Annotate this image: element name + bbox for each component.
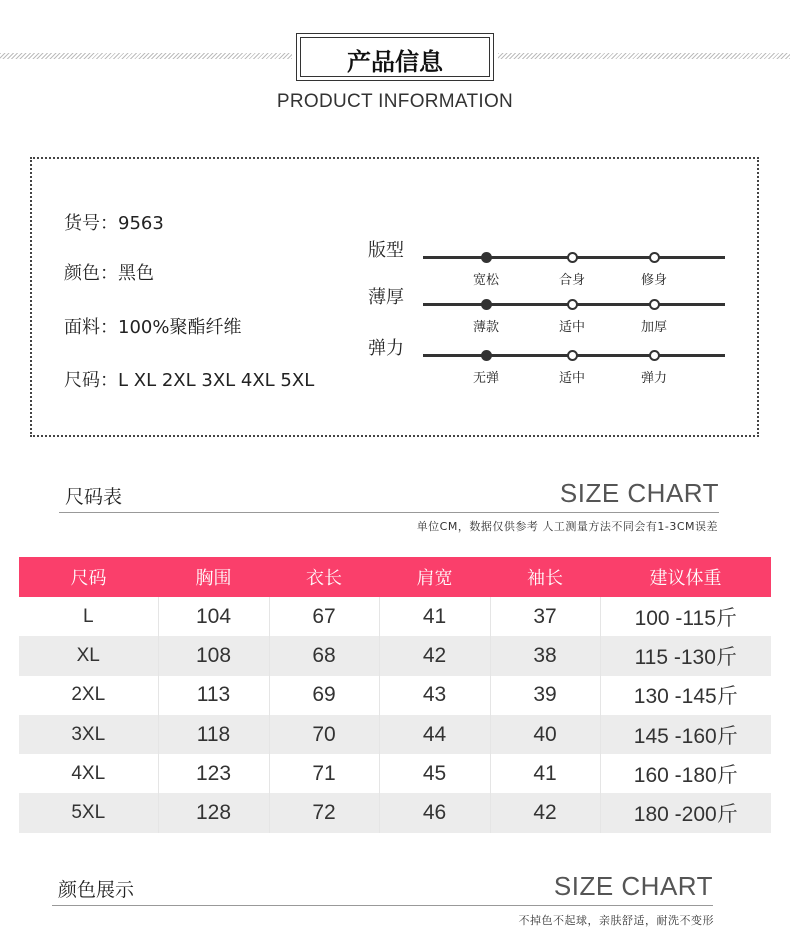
table-cell: 108 xyxy=(158,636,269,675)
table-cell: 39 xyxy=(490,676,600,715)
table-cell: 45 xyxy=(379,754,490,793)
color-section-rule xyxy=(52,905,713,906)
table-cell: 40 xyxy=(490,715,600,754)
size-table xyxy=(19,557,771,833)
table-cell: 5XL xyxy=(19,793,158,832)
page-subtitle: PRODUCT INFORMATION xyxy=(276,91,514,112)
table-cell: 43 xyxy=(379,676,490,715)
table-cell: 130 -145斤 xyxy=(600,676,771,715)
scale-option-label: 弹力 xyxy=(640,371,667,386)
table-cell: L xyxy=(82,605,94,627)
scale-option-label: 修身 xyxy=(640,273,667,288)
table-cell: 67 xyxy=(269,597,379,636)
scale-option-label: 适中 xyxy=(558,371,585,386)
scale-option-label: 加厚 xyxy=(640,320,667,335)
col-header-weight: 建议体重 xyxy=(600,557,771,597)
table-cell: 69 xyxy=(269,676,379,715)
size-chart-title-cn: 尺码表 xyxy=(65,486,123,508)
table-cell: 113 xyxy=(158,676,269,715)
header-right-stripe xyxy=(498,53,790,59)
color-info: 颜色：黑色 xyxy=(64,263,154,284)
table-cell: XL xyxy=(19,636,158,675)
table-cell: 42 xyxy=(379,636,490,675)
header-left-stripe xyxy=(0,53,292,59)
scale-dot xyxy=(649,350,660,361)
table-cell: 71 xyxy=(269,754,379,793)
col-header-size: 尺码 xyxy=(19,557,158,597)
scale-option-label: 合身 xyxy=(558,273,585,288)
scale-dot-selected xyxy=(481,350,492,361)
table-cell: 44 xyxy=(379,715,490,754)
size-chart-title-en: SIZE CHART xyxy=(559,478,719,508)
table-cell: 180 -200斤 xyxy=(600,793,771,832)
scale-option-label: 宽松 xyxy=(472,273,499,288)
table-cell: 4XL xyxy=(71,762,106,784)
table-row xyxy=(19,793,771,832)
table-row xyxy=(19,636,771,675)
scale-dot-selected xyxy=(481,252,492,263)
color-section-note: 不掉色不起球，亲肤舒适，耐洗不变形 xyxy=(518,914,714,927)
color-section-title-cn: 颜色展示 xyxy=(58,879,135,901)
page-title: 产品信息 xyxy=(347,48,443,76)
table-cell: 115 -130斤 xyxy=(600,636,771,675)
scale-dot xyxy=(567,299,578,310)
fabric-info: 面料：100%聚酯纤维 xyxy=(64,317,242,338)
table-cell: 42 xyxy=(490,793,600,832)
table-cell: 72 xyxy=(269,793,379,832)
scale-option-label: 无弹 xyxy=(472,371,499,386)
color-section-title-en: SIZE CHART xyxy=(553,871,713,901)
table-row xyxy=(19,715,771,754)
scale-option-label: 适中 xyxy=(558,320,585,335)
table-cell: 100 -115斤 xyxy=(600,597,771,636)
size-chart-rule xyxy=(59,512,719,513)
table-cell: 2XL xyxy=(71,684,106,706)
table-cell: 123 xyxy=(158,754,269,793)
table-cell: 41 xyxy=(490,754,600,793)
scale-dot xyxy=(567,350,578,361)
col-header-shoulder: 肩宽 xyxy=(379,557,490,597)
scale-dot xyxy=(567,252,578,263)
scale-label: 弹力 xyxy=(368,338,404,359)
table-cell: 3XL xyxy=(19,715,158,754)
table-cell: 68 xyxy=(269,636,379,675)
table-row xyxy=(19,597,771,636)
scale-label: 薄厚 xyxy=(368,287,404,308)
table-row xyxy=(19,676,771,715)
scale-option-label: 薄款 xyxy=(472,320,499,335)
table-cell: 160 -180斤 xyxy=(600,754,771,793)
table-row xyxy=(19,754,771,793)
size-table-header-row xyxy=(19,557,771,597)
scale-label: 版型 xyxy=(368,240,404,261)
table-cell: 128 xyxy=(158,793,269,832)
table-cell: 104 xyxy=(158,597,269,636)
scale-dot-selected xyxy=(481,299,492,310)
col-header-chest: 胸围 xyxy=(158,557,269,597)
table-cell: 37 xyxy=(490,597,600,636)
table-cell: 46 xyxy=(379,793,490,832)
col-header-sleeve: 袖长 xyxy=(490,557,600,597)
table-cell: 70 xyxy=(269,715,379,754)
title-box xyxy=(296,33,494,81)
scale-dot xyxy=(649,299,660,310)
table-cell: 41 xyxy=(379,597,490,636)
col-header-length: 衣长 xyxy=(269,557,379,597)
table-cell: 38 xyxy=(490,636,600,675)
table-cell: 118 xyxy=(158,715,269,754)
item-number: 货号：9563 xyxy=(64,213,164,234)
scale-dot xyxy=(649,252,660,263)
sizes-info: 尺码：L XL 2XL 3XL 4XL 5XL xyxy=(64,370,315,391)
size-chart-note: 单位CM，数据仅供参考 人工测量方法不同会有1-3CM误差 xyxy=(416,520,718,533)
table-cell: 145 -160斤 xyxy=(600,715,771,754)
